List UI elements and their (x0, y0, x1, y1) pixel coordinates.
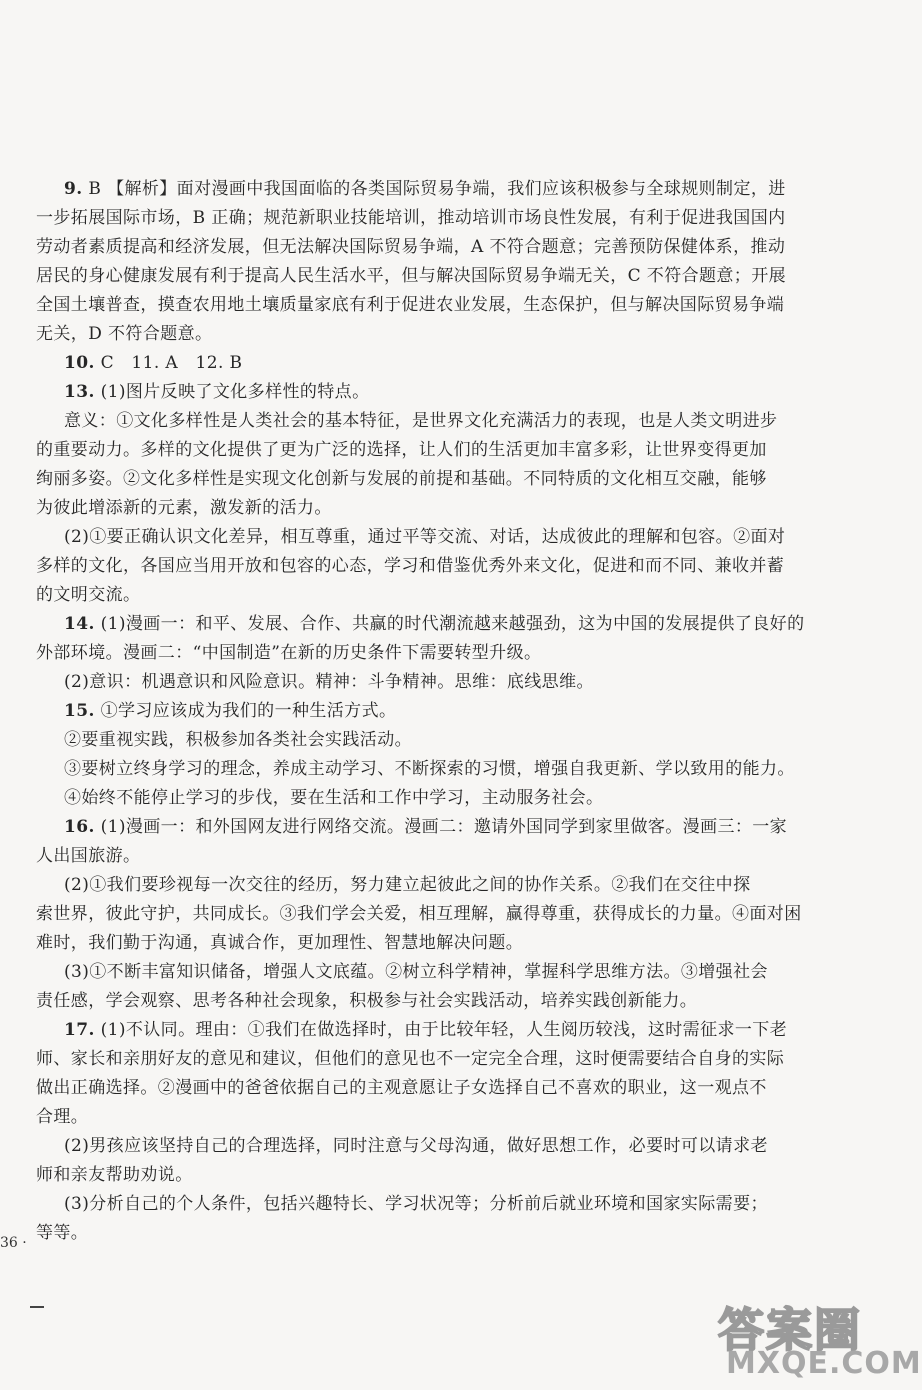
question-number: 17. (64, 1020, 95, 1040)
line-21 (64, 756, 795, 782)
line-text: ②要重视实践，积极参加各类社会实践活动。 (64, 730, 412, 750)
line-text: 一步拓展国际市场，B 正确；规范新职业技能培训，推动培训市场良性发展，有利于促进我国国内 (36, 208, 786, 228)
watermark-logo (718, 1294, 922, 1384)
line-8 (64, 379, 369, 405)
line-5 (36, 292, 784, 318)
question-number: 9. (64, 179, 83, 199)
line-33 (36, 1104, 88, 1130)
line-6 (36, 321, 212, 347)
watermark-text-bottom: MXQE.COM (726, 1346, 922, 1381)
line-text: (1)漫画一：和平、发展、合作、共赢的时代潮流越来越强劲，这为中国的发展提供了良好的 (94, 614, 805, 634)
line-text: 劳动者素质提高和经济发展，但无法解决国际贸易争端，A 不符合题意；完善预防保健体系，推动 (36, 237, 786, 257)
line-12 (36, 495, 332, 521)
line-32 (36, 1075, 767, 1101)
line-text: 索世界，彼此守护，共同成长。③我们学会关爱，相互理解，赢得尊重，获得成长的力量。④面对困 (36, 904, 802, 924)
line-4 (36, 263, 786, 289)
line-text: C 11. A 12. B (94, 353, 243, 373)
page-number: 36 · (0, 1235, 27, 1251)
line-10 (36, 437, 767, 463)
line-27 (36, 930, 523, 956)
line-29 (36, 988, 697, 1014)
line-text: 人出国旅游。 (36, 846, 141, 866)
line-7 (64, 350, 242, 376)
line-3 (36, 234, 785, 260)
line-text: (2)①我们要珍视每一次交往的经历，努力建立起彼此之间的协作关系。②我们在交往中探 (64, 875, 751, 895)
line-28 (64, 959, 768, 985)
line-text: 合理。 (36, 1107, 89, 1127)
line-text: ①学习应该成为我们的一种生活方式。 (94, 701, 397, 721)
line-16 (64, 611, 804, 637)
line-text: 做出正确选择。②漫画中的爸爸依据自己的主观意愿让子女选择自己不喜欢的职业，这一观点不 (36, 1078, 767, 1098)
line-2 (36, 205, 786, 231)
line-19 (64, 698, 396, 724)
line-30 (64, 1017, 787, 1043)
line-11 (36, 466, 767, 492)
line-9 (64, 408, 777, 434)
line-text: (2)意识：机遇意识和风险意识。精神：斗争精神。思维：底线思维。 (64, 672, 594, 692)
question-number: 14. (64, 614, 95, 634)
line-26 (36, 901, 802, 927)
line-37 (36, 1220, 88, 1246)
question-number: 16. (64, 817, 95, 837)
corner-mark (30, 1306, 44, 1308)
line-text: 为彼此增添新的元素，激发新的活力。 (36, 498, 332, 518)
line-text: (1)不认同。理由：①我们在做选择时，由于比较年轻，人生阅历较浅，这时需征求一下老 (94, 1020, 788, 1040)
line-text: ③要树立终身学习的理念，养成主动学习、不断探索的习惯，增强自我更新、学以致用的能力。 (64, 759, 795, 779)
line-36 (64, 1191, 768, 1217)
line-text: (3)分析自己的个人条件，包括兴趣特长、学习状况等；分析前后就业环境和国家实际需要； (64, 1194, 768, 1214)
line-text: 外部环境。漫画二：“中国制造”在新的历史条件下需要转型升级。 (36, 643, 542, 663)
line-text: 难时，我们勤于沟通，真诚合作，更加理性、智慧地解决问题。 (36, 933, 524, 953)
line-text: (1)漫画一：和外国网友进行网络交流。漫画二：邀请外国同学到家里做客。漫画三：一家 (94, 817, 788, 837)
line-text: 无关，D 不符合题意。 (36, 324, 213, 344)
question-number: 13. (64, 382, 95, 402)
line-text: (1)图片反映了文化多样性的特点。 (94, 382, 370, 402)
line-text: (3)①不断丰富知识储备，增强人文底蕴。②树立科学精神，掌握科学思维方法。③增强社会 (64, 962, 768, 982)
line-15 (36, 582, 140, 608)
line-25 (64, 872, 750, 898)
line-text: 师、家长和亲朋好友的意见和建议，但他们的意见也不一定完全合理，这时便需要结合自身的实际 (36, 1049, 785, 1069)
line-text: 多样的文化，各国应当用开放和包容的心态，学习和借鉴优秀外来文化，促进和而不同、兼收并蓄 (36, 556, 785, 576)
line-1 (64, 176, 786, 202)
question-number: 15. (64, 701, 95, 721)
line-text: (2)男孩应该坚持自己的合理选择，同时注意与父母沟通，做好思想工作，必要时可以请求老 (64, 1136, 768, 1156)
line-text: ④始终不能停止学习的步伐，要在生活和工作中学习，主动服务社会。 (64, 788, 604, 808)
line-34 (64, 1133, 768, 1159)
line-24 (36, 843, 140, 869)
line-text: B 【解析】面对漫画中我国面临的各类国际贸易争端，我们应该积极参与全球规则制定，进 (82, 179, 786, 199)
line-text: (2)①要正确认识文化差异，相互尊重，通过平等交流、对话，达成彼此的理解和包容。②面对 (64, 527, 786, 547)
line-23 (64, 814, 787, 840)
line-text: 责任感，学会观察、思考各种社会现象，积极参与社会实践活动，培养实践创新能力。 (36, 991, 698, 1011)
line-text: 居民的身心健康发展有利于提高人民生活水平，但与解决国际贸易争端无关，C 不符合题意；开展 (36, 266, 787, 286)
question-number: 10. (64, 353, 95, 373)
line-35 (36, 1162, 193, 1188)
line-text: 等等。 (36, 1223, 89, 1243)
line-18 (64, 669, 594, 695)
line-20 (64, 727, 412, 753)
line-17 (36, 640, 541, 666)
line-text: 师和亲友帮助劝说。 (36, 1165, 193, 1185)
line-text: 绚丽多姿。②文化多样性是实现文化创新与发展的前提和基础。不同特质的文化相互交融，能够 (36, 469, 767, 489)
line-13 (64, 524, 785, 550)
line-text: 意义：①文化多样性是人类社会的基本特征，是世界文化充满活力的表现，也是人类文明进步 (64, 411, 778, 431)
line-14 (36, 553, 784, 579)
line-text: 的重要动力。多样的文化提供了更为广泛的选择，让人们的生活更加丰富多彩，让世界变得更加 (36, 440, 767, 460)
line-22 (64, 785, 603, 811)
watermark-text-top: 答案圈 (718, 1303, 862, 1357)
line-text: 的文明交流。 (36, 585, 141, 605)
line-text: 全国土壤普查，摸查农用地土壤质量家底有利于促进农业发展，生态保护，但与解决国际贸易争端 (36, 295, 785, 315)
line-31 (36, 1046, 784, 1072)
